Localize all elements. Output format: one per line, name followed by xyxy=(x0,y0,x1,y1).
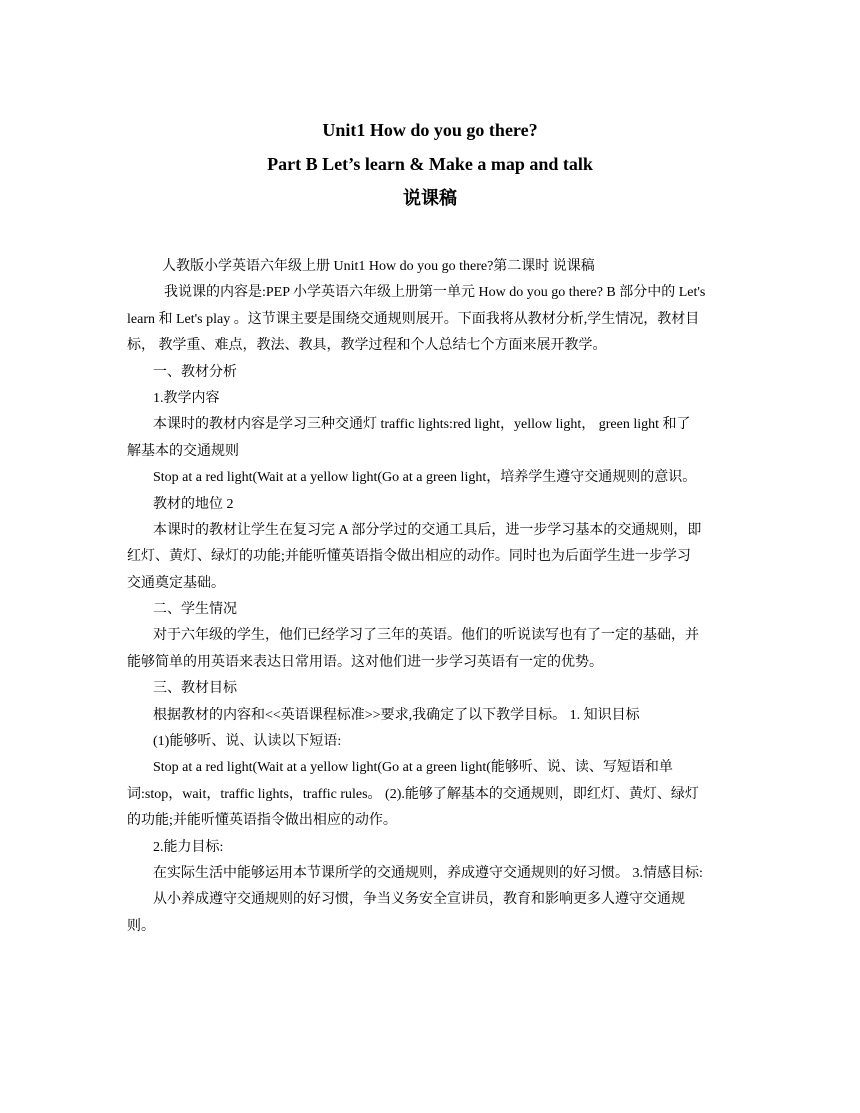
paragraph-content-line: 交通奠定基础。 xyxy=(127,575,225,591)
document-body xyxy=(127,254,737,940)
subsection-heading: 2.能力目标: xyxy=(153,839,224,855)
paragraph-content-line: 解基本的交通规则 xyxy=(127,443,239,459)
document-subtitle: Part B Let’s learn & Make a map and talk xyxy=(267,154,593,174)
paragraph-content-line: 对于六年级的学生，他们已经学习了三年的英语。他们的听说读写也有了一定的基础，并 xyxy=(153,628,699,644)
paragraph-intro: 人教版小学英语六年级上册 Unit1 How do you go there?第二课时 说课稿 xyxy=(162,259,595,274)
paragraph-content-line: 根据教材的内容和<<英语课程标准>>要求,我确定了以下教学目标。 1. 知识目标 xyxy=(153,707,640,723)
section-heading: 一、教材分析 xyxy=(153,364,237,380)
section-heading: 二、学生情况 xyxy=(153,602,237,618)
paragraph-content-line: 红灯、黄灯、绿灯的功能;并能听懂英语指令做出相应的动作。同时也为后面学生进一步学习 xyxy=(127,549,691,565)
paragraph-content-line: 从小养成遵守交通规则的好习惯，争当义务安全宣讲员，教育和影响更多人遵守交通规 xyxy=(153,892,685,908)
paragraph-content-line: (1)能够听、说、认读以下短语: xyxy=(153,734,342,750)
paragraph-content-line: learn 和 Let's play 。这节课主要是围绕交通规则展开。下面我将从教材分析,学生情况，教材目 xyxy=(127,311,700,327)
section-heading: 三、教材目标 xyxy=(153,681,237,697)
paragraph-content-line: 能够简单的用英语来表达日常用语。这对他们进一步学习英语有一定的优势。 xyxy=(127,654,603,670)
subsection-heading: 1.教学内容 xyxy=(153,390,220,406)
document-heading: 说课稿 xyxy=(403,188,457,208)
paragraph-content-line: 则。 xyxy=(127,918,155,934)
subsection-heading: 教材的地位 2 xyxy=(153,496,234,512)
paragraph-content-line: 标， 教学重、难点，教法、教具，教学过程和个人总结七个方面来展开教学。 xyxy=(127,338,607,354)
paragraph-content-line: 本课时的教材内容是学习三种交通灯 traffic lights:red light，yellow light， green light 和了 xyxy=(153,417,691,433)
document-title: Unit1 How do you go there? xyxy=(322,120,538,140)
paragraph-content-line: 我说课的内容是:PEP 小学英语六年级上册第一单元 How do you go there? B 部分中的 Let's xyxy=(164,285,706,301)
paragraph-content-line: Stop at a red light(Wait at a yellow light(Go at a green light(能够听、说、读、写短语和单 xyxy=(153,760,673,776)
paragraph-content-line: 在实际生活中能够运用本节课所学的交通规则，养成遵守交通规则的好习惯。 3.情感目标: xyxy=(153,865,703,881)
paragraph-content-line: 本课时的教材让学生在复习完 A 部分学过的交通工具后，进一步学习基本的交通规则，即 xyxy=(153,522,702,538)
paragraph-content-line: 词:stop，wait，traffic lights，traffic rules。 (2).能够了解基本的交通规则，即红灯、黄灯、绿灯 xyxy=(127,786,699,802)
paragraph-content-line: 的功能;并能听懂英语指令做出相应的动作。 xyxy=(127,813,397,829)
paragraph-content-line: Stop at a red light(Wait at a yellow light(Go at a green light，培养学生遵守交通规则的意识。 xyxy=(153,470,697,486)
